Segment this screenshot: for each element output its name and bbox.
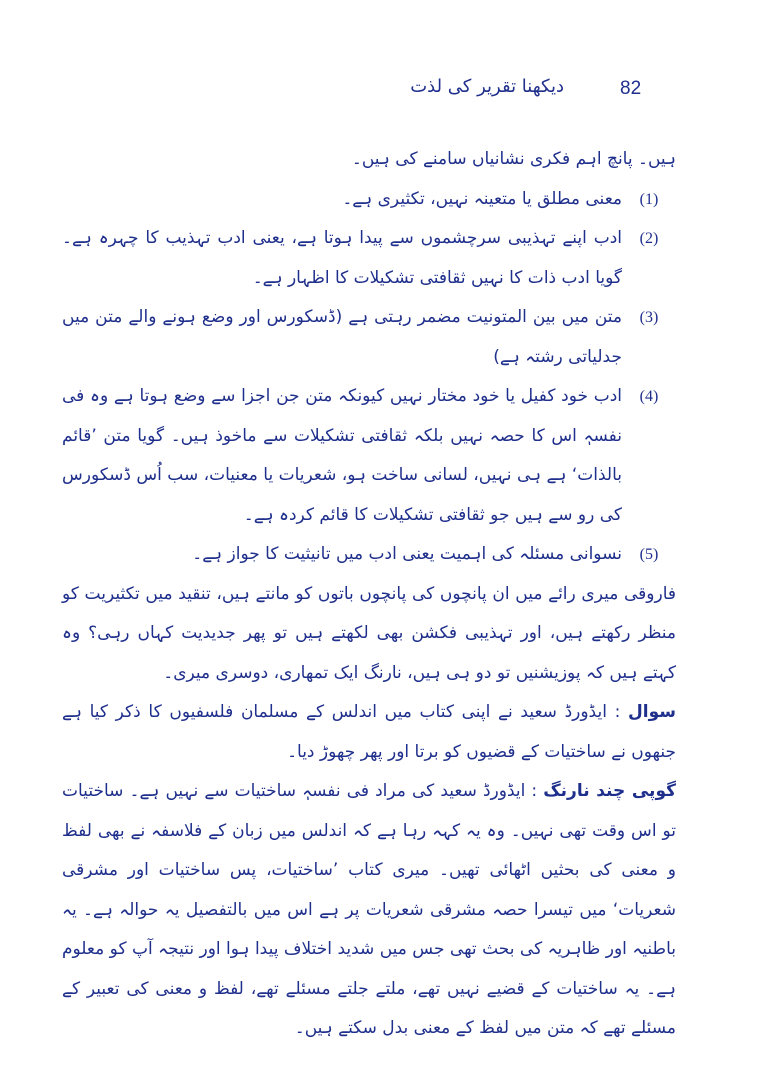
list-item [62, 535, 676, 575]
page-number: 82 [620, 78, 642, 99]
list-item [62, 298, 676, 377]
question-paragraph [62, 693, 676, 772]
item-text: متن میں بین المتونیت مضمر رہتی ہے (ڈسکورس اور وضع ہونے والے متن میں جدلیاتی رشتہ ہے) [62, 307, 622, 367]
item-number: (2) [639, 230, 659, 247]
answer-text: : ایڈورڈ سعید کی مراد فی نفسہٖ ساختیات سے نہیں ہے۔ ساختیات تو اس وقت تھی نہیں۔ وہ یہ کہہ رہا ہے کہ اندلس میں زبان کے فلاسفہ نے بھی لفظ و معنی کی بحثیں اٹھائی تھیں۔ میری کتاب ’ساختیات، پس ساختیات اور مشرقی شعریات‘ میں تیسرا حصہ مشرقی شعریات پر ہے اس میں بالتفصیل یہ حوالہ ہے۔ یہ باطنیہ اور ظاہریہ کی بحث تھی جس میں شدید اختلاف پیدا ہوا اور نتیجہ آپ کو معلوم ہے۔ یہ ساختیات کے قضیے نہیں تھے، ملتے جلتے مسئلے تھے، لفظ و معنی کی تعبیر کے مسئلے تھے کہ متن میں لفظ کے معنی بدل سکتے ہیں۔ [62, 781, 676, 1038]
item-number: (4) [639, 388, 659, 405]
item-text: معنی مطلق یا متعینہ نہیں، تکثیری ہے۔ [342, 188, 622, 209]
list-item [62, 180, 676, 220]
body-text [62, 140, 676, 1049]
running-title: دیکھنا تقریر کی لذت [410, 76, 564, 97]
item-number: (5) [639, 546, 659, 563]
item-text: نسوانی مسئلہ کی اہمیت یعنی ادب میں تانیثیت کا جواز ہے۔ [192, 544, 622, 564]
item-number: (3) [639, 309, 659, 326]
question-speaker: سوال [628, 702, 677, 722]
question-text: : ایڈورڈ سعید نے اپنی کتاب میں اندلس کے مسلمان فلسفیوں کا ذکر کیا ہے جنھوں نے ساختیات کے قضیوں کو برتا اور پھر چھوڑ دیا۔ [62, 702, 676, 762]
page-header [80, 70, 684, 110]
answer-paragraph [62, 772, 676, 1049]
list-item [62, 219, 676, 298]
item-text: ادب خود کفیل یا خود مختار نہیں کیونکہ متن جن اجزا سے وضع ہوتا ہے وہ فی نفسہٖ اس کا حصہ نہیں بلکہ ثقافتی تشکیلات سے ماخوذ ہیں۔ گویا متن ’قائم بالذات‘ ہے ہی نہیں، لسانی ساخت ہو، شعریات یا معنیات، سب اُس ڈسکورس کی رو سے ہیں جو ثقافتی تشکیلات کا قائم کردہ ہے۔ [62, 386, 622, 525]
answer-speaker: گوپی چند نارنگ [543, 781, 676, 801]
intro-line: ہیں۔ پانچ اہم فکری نشانیاں سامنے کی ہیں۔ [351, 149, 676, 169]
list-item [62, 377, 676, 535]
item-text: ادب اپنے تہذیبی سرچشموں سے پیدا ہوتا ہے، یعنی ادب تہذیب کا چہرہ ہے۔ گویا ادب ذات کا نہیں ثقافتی تشکیلات کا اظہار ہے۔ [62, 228, 622, 288]
faruqi-paragraph: فاروقی میری رائے میں ان پانچوں کی پانچوں باتوں کو مانتے ہیں، تنقید میں تکثیریت کو منظر رکھتے ہیں، اور تہذیبی فکشن بھی لکھتے ہیں تو پھر جدیدیت کہاں رہی؟ وہ کہتے ہیں کہ پوزیشنیں تو دو ہی ہیں، نارنگ ایک تمھاری، دوسری میری۔ [62, 583, 676, 683]
item-number: (1) [639, 190, 659, 208]
